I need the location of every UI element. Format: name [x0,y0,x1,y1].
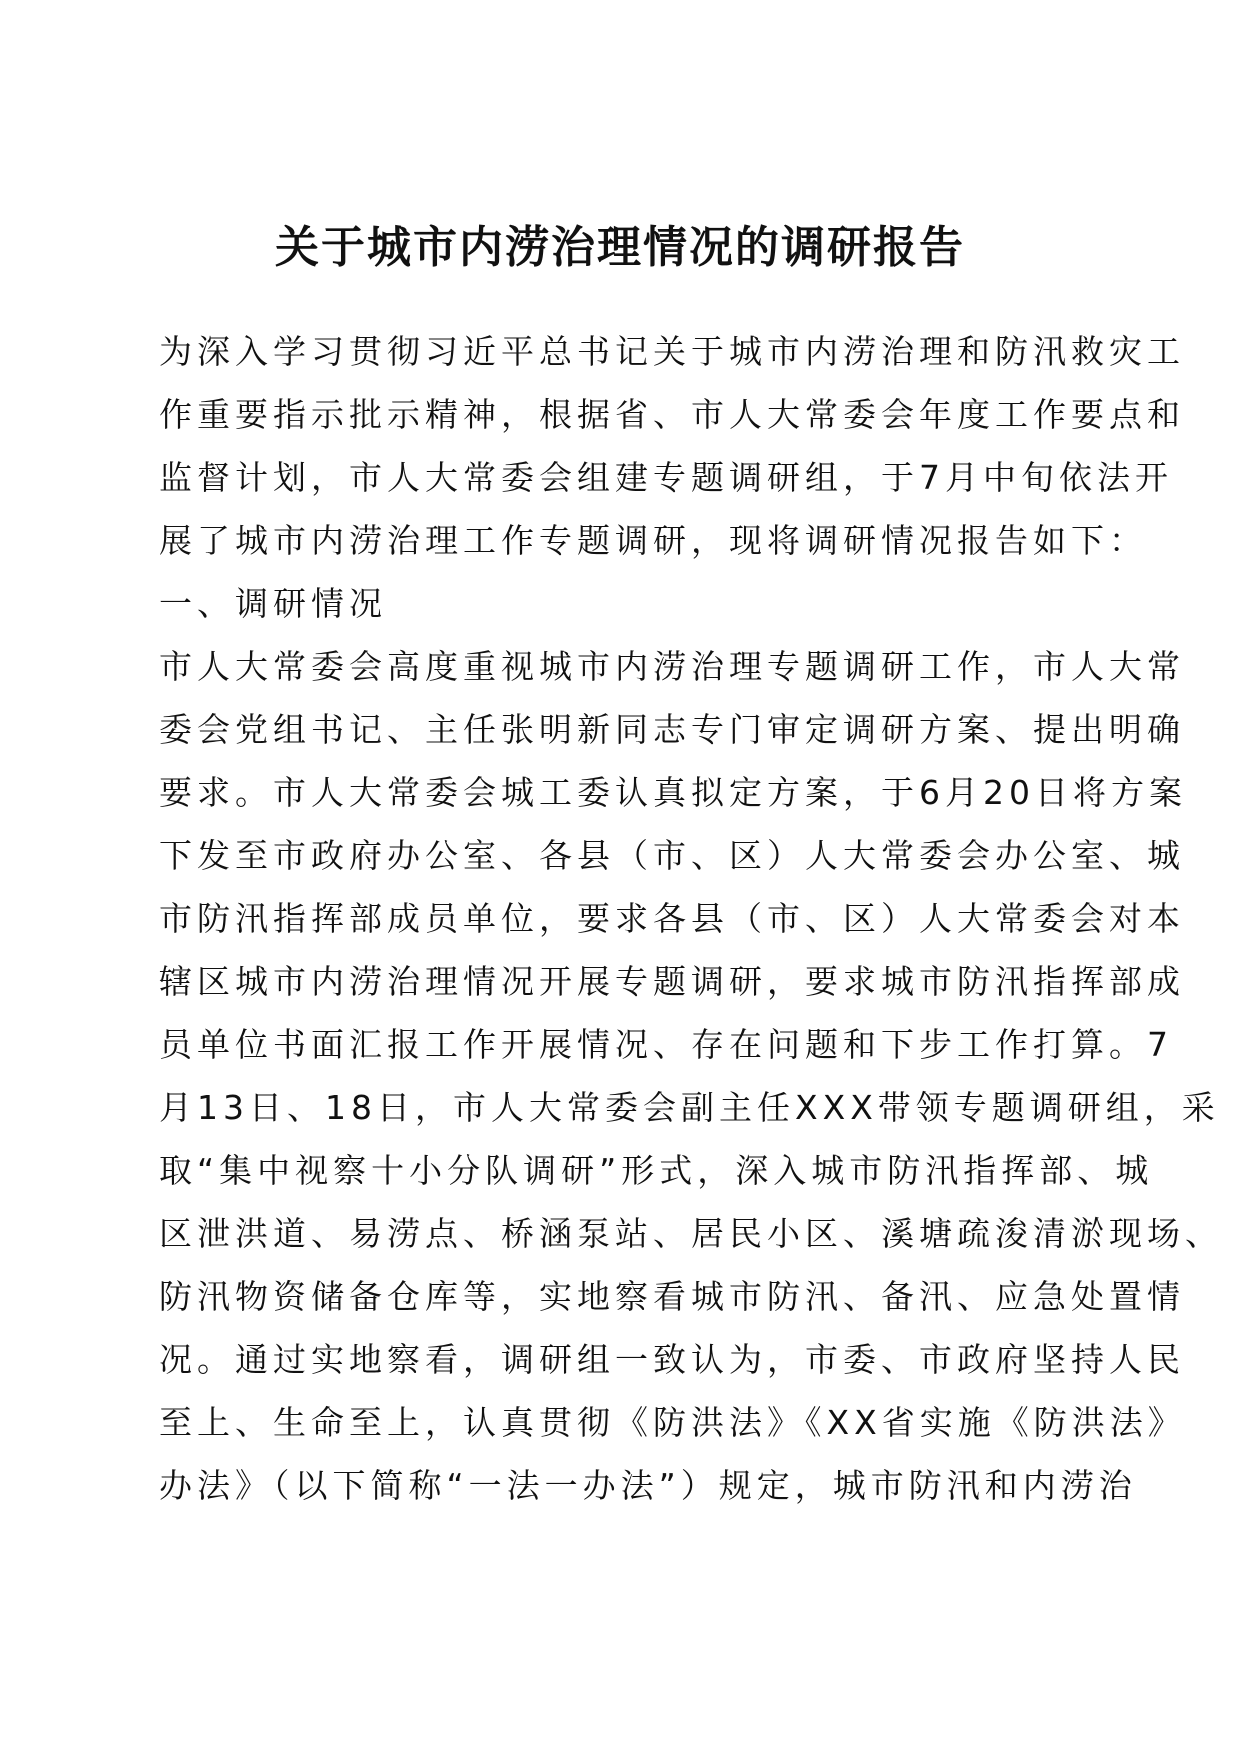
document-title: 关于城市内涝治理情况的调研报告 [275,222,965,273]
body-line: 防汛物资储备仓库等，实地察看城市防汛、备汛、应急处置情 [159,1277,1185,1316]
body-line: 为深入学习贯彻习近平总书记关于城市内涝治理和防汛救灾工 [159,332,1185,371]
body-line: 取“集中视察十小分队调研”形式，深入城市防汛指挥部、城 [159,1151,1154,1190]
body-line: 下发至市政府办公室、各县（市、区）人大常委会办公室、城 [159,836,1185,875]
body-line: 办法》（以下简称“一法一办法”）规定，城市防汛和内涝治 [159,1466,1137,1505]
body-line: 展了城市内涝治理工作专题调研，现将调研情况报告如下： [159,521,1147,560]
section-heading: 一、调研情况 [159,584,387,623]
body-line: 区泄洪道、易涝点、桥涵泵站、居民小区、溪塘疏浚清淤现场、 [159,1214,1223,1253]
body-line: 市防汛指挥部成员单位，要求各县（市、区）人大常委会对本 [159,899,1185,938]
body-line: 至上、生命至上，认真贯彻《防洪法》《XX省实施《防洪法》 [159,1403,1186,1442]
body-line: 要求。市人大常委会城工委认真拟定方案，于6月20日将方案 [159,773,1187,812]
document-body [159,320,1223,1517]
body-line: 月13日、18日，市人大常委会副主任XXX带领专题调研组，采 [159,1088,1220,1127]
body-line: 作重要指示批示精神，根据省、市人大常委会年度工作要点和 [159,395,1185,434]
body-line: 辖区城市内涝治理情况开展专题调研，要求城市防汛指挥部成 [159,962,1185,1001]
body-line: 委会党组书记、主任张明新同志专门审定调研方案、提出明确 [159,710,1185,749]
body-line: 市人大常委会高度重视城市内涝治理专题调研工作，市人大常 [159,647,1185,686]
body-line: 监督计划，市人大常委会组建专题调研组，于7月中旬依法开 [159,458,1173,497]
body-line: 况。通过实地察看，调研组一致认为，市委、市政府坚持人民 [159,1340,1185,1379]
body-line: 员单位书面汇报工作开展情况、存在问题和下步工作打算。7 [159,1025,1173,1064]
